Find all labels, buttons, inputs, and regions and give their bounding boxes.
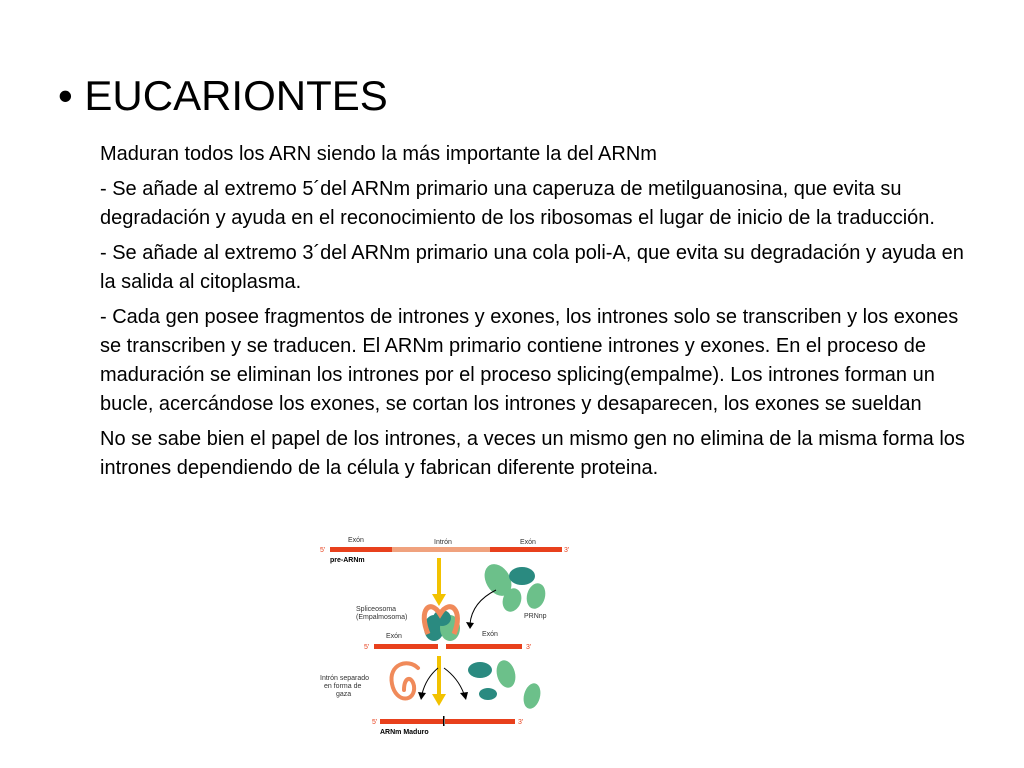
paragraph-polya-3: - Se añade al extremo 3´del ARNm primario una cola poli-A, que evita su degradación y ayuda en la salida al citoplasma. (100, 242, 964, 293)
paragraph-splicing: - Cada gen posee fragmentos de intrones y exones, los intrones solo se transcriben y los exones se transcriben y se traducen. El ARNm primario contiene intrones y exones. En el proceso de maduración se eliminan los intrones por el proceso splicing(empalme). Los intrones forman un bucle, acercándose los exones, se cortan los intrones y desaparecen, los exones se sueldan (100, 306, 959, 415)
title-text: EUCARIONTES (84, 72, 388, 119)
intron-lariat (391, 663, 418, 698)
splicing-diagram (300, 528, 600, 738)
pre-arnm-label: pre-ARNm (330, 557, 365, 564)
mature-exon-2 (445, 719, 515, 724)
slide-title (58, 70, 388, 122)
prnnp-proteins (479, 559, 548, 614)
paragraph-cap-5: - Se añade al extremo 5´del ARNm primario una caperuza de metilguanosina, que evita su degradación y ayuda en el reconocimiento de los ribosomas el lugar de inicio de la traducción. (100, 178, 935, 229)
pre-arnm-exon-2 (490, 547, 562, 552)
lariat-label-2: en forma de (324, 683, 362, 690)
recruit-arrow (470, 590, 496, 624)
mature-arnm-label: ARNm Maduro (380, 729, 429, 736)
spliceosome-complex (424, 607, 460, 641)
end-3-top: 3' (564, 547, 570, 554)
end-5-bottom: 5' (372, 719, 378, 726)
lariat-label-1: Intrón separado (320, 675, 370, 682)
label-exon-1: Exón (348, 537, 364, 544)
arrow-head-2 (432, 694, 446, 706)
label-exon-2: Exón (520, 539, 536, 546)
arrow-shaft-1 (437, 558, 441, 596)
paragraph-intro: Maduran todos los ARN siendo la más importante la del ARNm (100, 143, 657, 165)
arrow-head-1 (432, 594, 446, 606)
split-arrow-right (444, 668, 464, 694)
recruit-arrowhead (466, 622, 474, 629)
spliceosome-label-2: (Empalmosoma) (356, 614, 408, 621)
split-arrow-left (422, 668, 438, 694)
end-5-mid: 5' (364, 644, 370, 651)
end-3-bottom: 3' (518, 719, 524, 726)
pre-arnm-intron (392, 547, 490, 552)
pre-arnm-exon-1 (330, 547, 392, 552)
paragraph-introns-role: No se sabe bien el papel de los intrones, a veces un mismo gen no elimina de la misma forma los intrones dependiendo de la célula y fabrican diferente proteina. (100, 428, 965, 479)
slide-body (100, 140, 980, 489)
mature-junction (443, 716, 445, 726)
title-bullet: • (58, 72, 73, 119)
end-5-top: 5' (320, 547, 326, 554)
mid-exon-1-label: Exón (386, 633, 402, 640)
split-arrowhead-right (460, 692, 468, 700)
split-arrowhead-left (418, 692, 426, 700)
mature-exon-1 (380, 719, 444, 724)
released-proteins (468, 658, 543, 710)
arrow-shaft-2 (437, 656, 441, 696)
mid-exon-2-label: Exón (482, 631, 498, 638)
mid-exon-2 (446, 644, 522, 649)
end-3-mid: 3' (526, 644, 532, 651)
spliceosome-label-1: Spliceosoma (356, 606, 397, 613)
label-intron: Intrón (434, 539, 452, 546)
mid-exon-1 (374, 644, 438, 649)
prnnp-label: PRNnp (524, 613, 547, 620)
lariat-label-3: gaza (336, 691, 352, 698)
